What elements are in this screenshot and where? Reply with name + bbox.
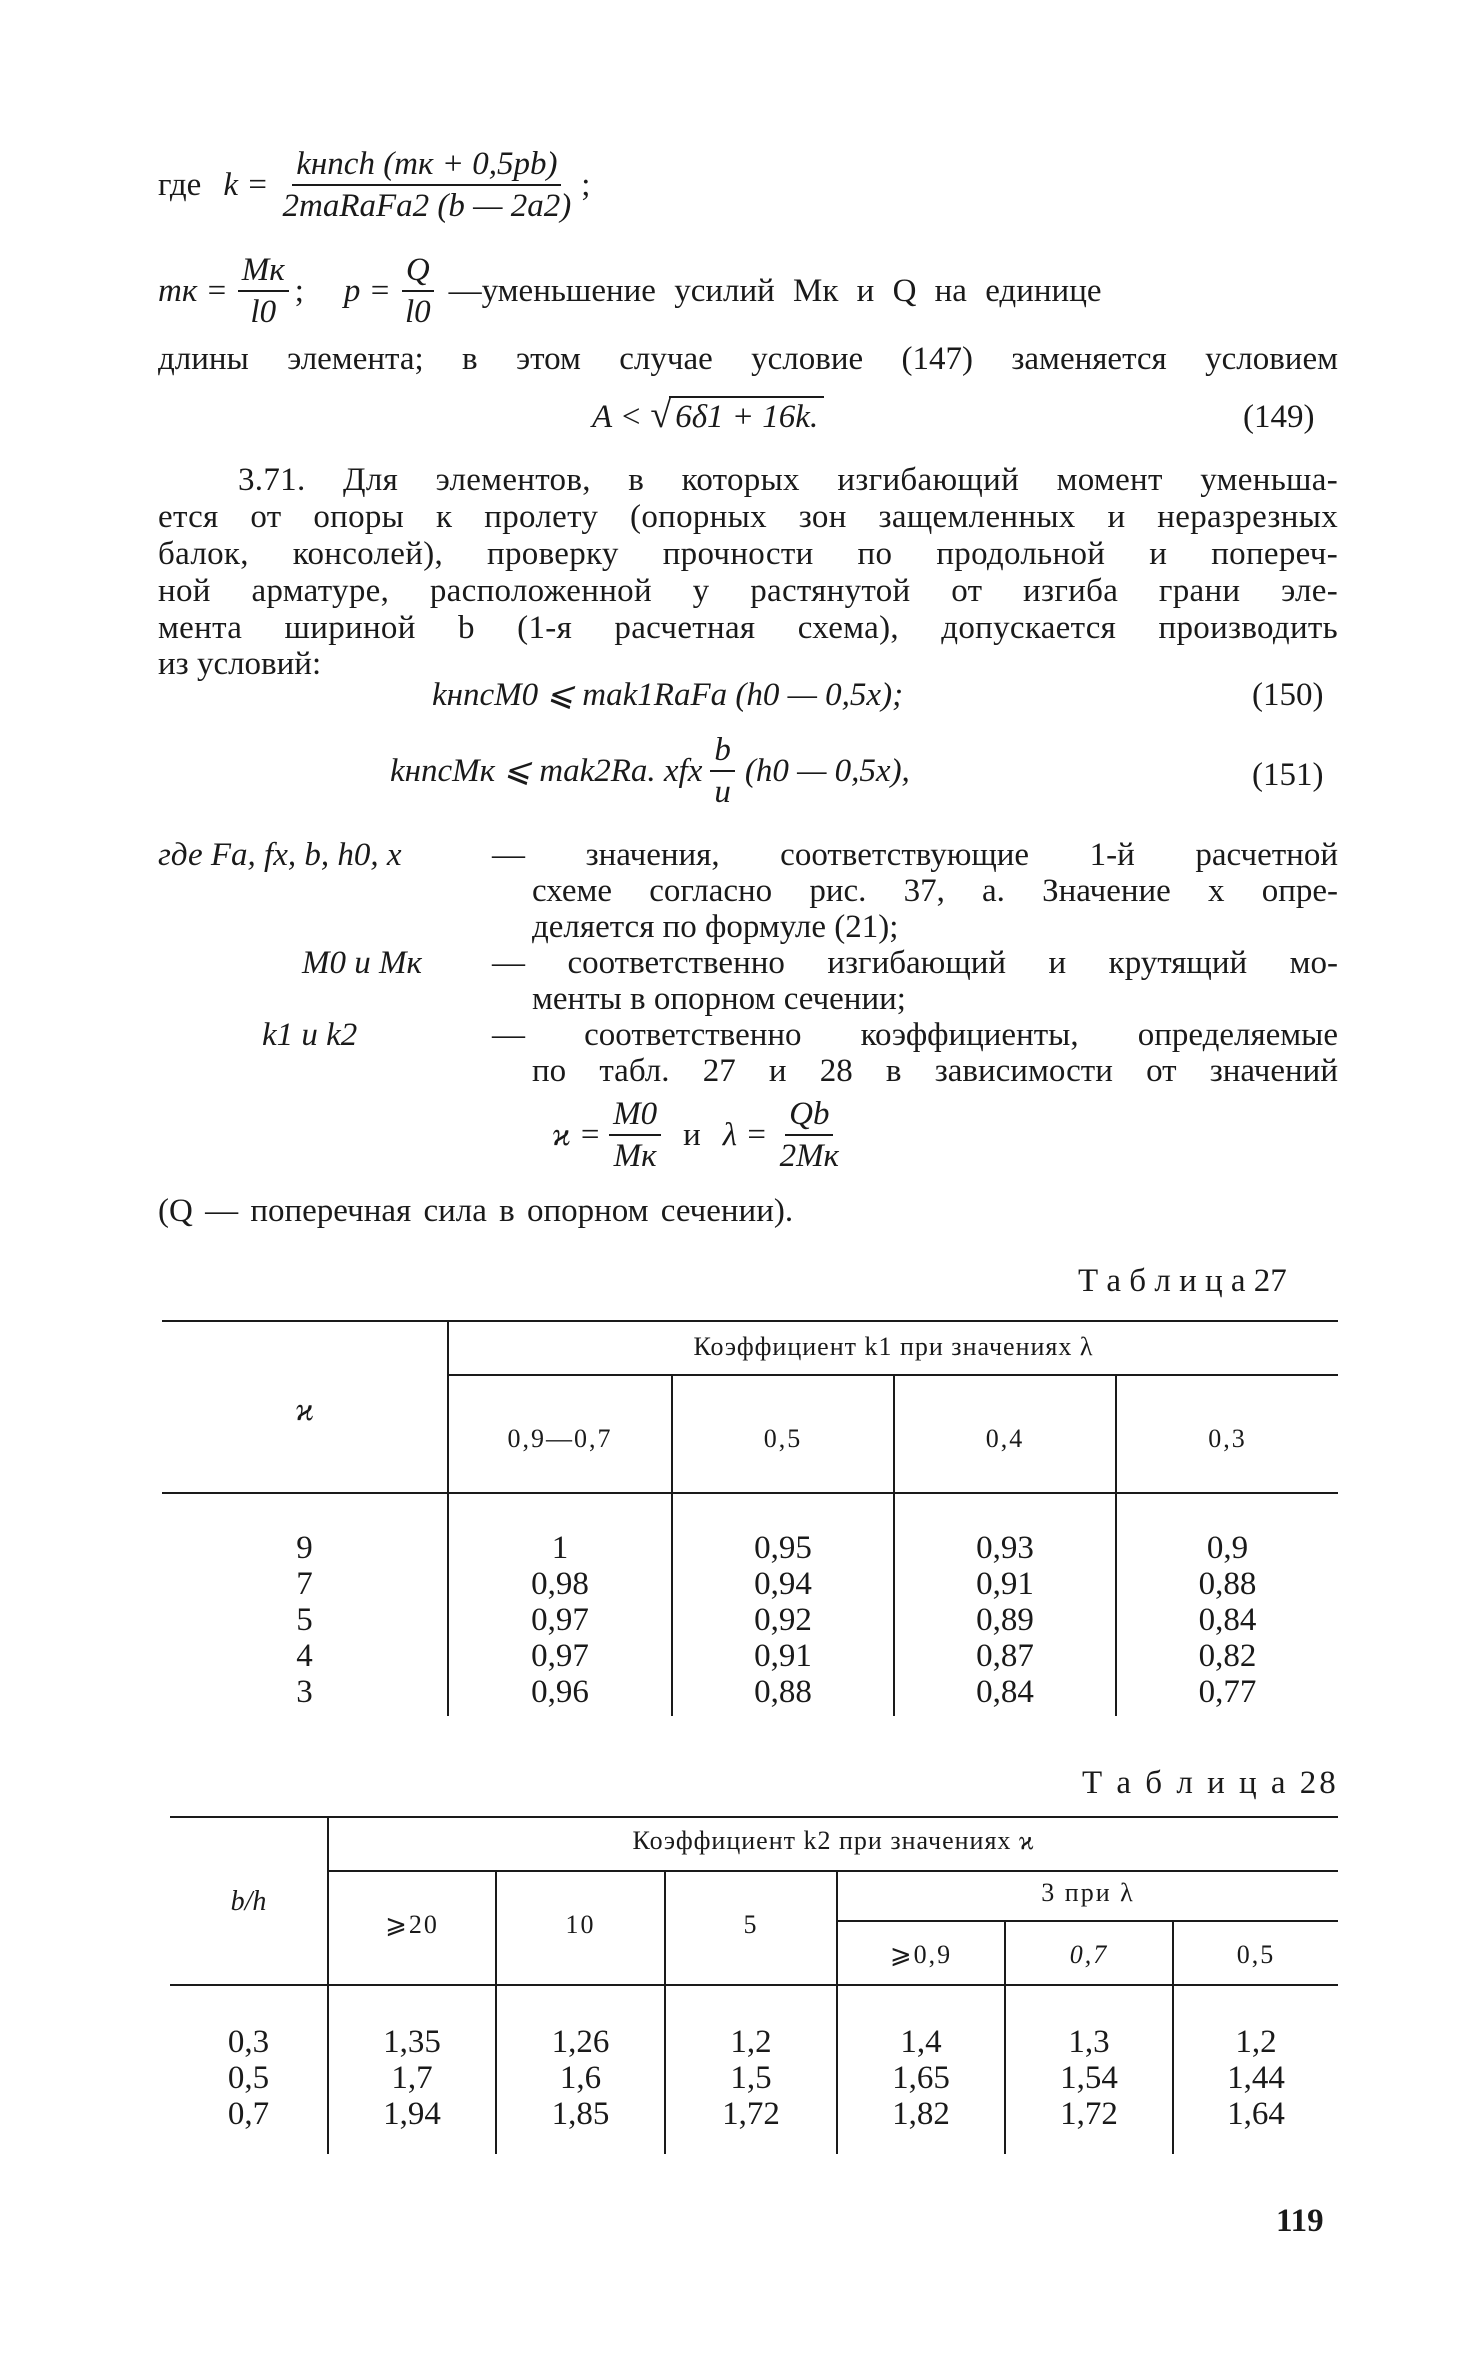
table27-cell: 0,9: [1206, 1530, 1249, 1566]
paragraph-line: ной арматуре, расположенной у растянутой от изгиба грани эле-: [158, 573, 1338, 609]
definition-line: деляется по формуле (21);: [532, 909, 899, 945]
table28-cell: 1,72: [1060, 2096, 1118, 2132]
eq150-expression: kнncM0 ⩽ mak1RaFa (h0 — 0,5x);: [432, 677, 904, 713]
table28-cell: 1,72: [722, 2096, 780, 2132]
definition-line: — соответственно изгибающий и крутящий мо-: [492, 945, 1338, 981]
definition-line: по табл. 27 и 28 в зависимости от значений: [532, 1053, 1338, 1089]
lambda-fraction: [776, 1096, 843, 1174]
eq149-number: (149): [1243, 399, 1315, 435]
table28-body-rule: [170, 1984, 1338, 1986]
definition-line: — соответственно коэффициенты, определяемые: [492, 1017, 1338, 1053]
table28-sub-column-header: 0,5: [1236, 1940, 1276, 1969]
table28-cell: 1,4: [900, 2024, 942, 2060]
table27-cell: 0,94: [754, 1566, 812, 1602]
table27-column-header: 0,4: [985, 1424, 1025, 1453]
table27-group-header: Коэффициент k1 при значениях λ: [693, 1332, 1094, 1361]
eq149-lhs: A <: [592, 399, 643, 435]
q-note: (Q — поперечная сила в опорном сечении).: [158, 1193, 794, 1229]
k-numerator: kнnch (mк + 0,5pb): [292, 146, 561, 186]
table27-caption: Т а б л и ц а 27: [1078, 1263, 1287, 1299]
k-fraction: [279, 146, 576, 224]
formula-mk-p: [158, 252, 1102, 330]
table28-column-header: ⩾20: [385, 1910, 439, 1939]
formula-k: [158, 146, 590, 224]
table28-column-header: 10: [565, 1910, 596, 1939]
table27-cell: 0,97: [531, 1638, 589, 1674]
table28-caption: Т а б л и ц а 28: [1082, 1765, 1339, 1801]
table27-row-key: 9: [296, 1530, 313, 1566]
table28-cell: 1,2: [1235, 2024, 1277, 2060]
kappa-lhs: ϰ =: [552, 1117, 602, 1153]
kappa-lambda-formula: [552, 1096, 843, 1174]
table27-column-header: 0,9—0,7: [507, 1424, 613, 1453]
lambda-numerator: Qb: [785, 1096, 833, 1136]
table27-cell: 0,89: [976, 1602, 1034, 1638]
table28-subheader-rule: [838, 1920, 1338, 1922]
table27-cell: 0,91: [754, 1638, 812, 1674]
sqrt-icon: √: [650, 394, 672, 436]
table28-row-key: 0,3: [227, 2024, 270, 2060]
table28-cell: 1,35: [383, 2024, 441, 2060]
table28-cell: 1,5: [730, 2060, 772, 2096]
table27-row-key: 3: [296, 1674, 313, 1710]
lambda-denominator: 2Mк: [779, 1138, 839, 1174]
table28-cell: 1,7: [391, 2060, 433, 2096]
k-semicolon: ;: [581, 167, 591, 203]
paragraph-line: мента шириной b (1-я расчетная схема), допускается производить: [158, 610, 1338, 646]
table27-cell: 0,98: [531, 1566, 589, 1602]
table28-cell: 1,94: [383, 2096, 441, 2132]
p-fraction: [401, 252, 435, 330]
table28-subgroup-header: 3 при λ: [1041, 1878, 1135, 1907]
p-numerator: Q: [402, 252, 434, 292]
eq151-right: (h0 — 0,5x),: [744, 753, 910, 789]
table28-cell: 1,82: [892, 2096, 950, 2132]
table27-column-header: 0,5: [763, 1424, 803, 1453]
table27-cell: 0,84: [1198, 1602, 1257, 1638]
table28-header-rule: [329, 1870, 1338, 1872]
k-denominator: 2maRaFa2 (b — 2a2): [282, 188, 572, 224]
table27-cell: 0,87: [976, 1638, 1034, 1674]
kappa-numerator: M0: [609, 1096, 661, 1136]
table28-column-header: 5: [743, 1910, 759, 1939]
eq149-expression: [592, 396, 824, 436]
mk-denominator: l0: [250, 294, 277, 330]
table28-row-key: 0,5: [227, 2060, 270, 2096]
kappa-denominator: Mк: [613, 1138, 657, 1174]
table28-cell: 1,44: [1227, 2060, 1285, 2096]
table27-row-key: 5: [296, 1602, 313, 1638]
table27-cell: 0,88: [1198, 1566, 1257, 1602]
table27-cell: 0,92: [754, 1602, 812, 1638]
definition-line: менты в опорном сечении;: [532, 981, 906, 1017]
eq151-number: (151): [1252, 757, 1324, 793]
table28-row-key: 0,7: [227, 2096, 270, 2132]
gde-word: где: [158, 167, 202, 203]
mk-fraction: [238, 252, 289, 330]
table27-cell: 0,82: [1198, 1638, 1257, 1674]
page-number: 119: [1276, 2203, 1324, 2239]
table27-row-header: ϰ: [295, 1392, 314, 1428]
table28-cell: 1,64: [1227, 2096, 1285, 2132]
definition-term: M0 и Mк: [302, 945, 422, 981]
eq151-expression: [390, 732, 910, 810]
eq151-numerator: b: [710, 732, 735, 772]
mk-numerator: Mк: [238, 252, 289, 292]
table27-cell: 0,77: [1198, 1674, 1257, 1710]
table27-body-rule: [162, 1492, 1338, 1494]
table28-cell: 1,85: [551, 2096, 610, 2132]
paragraph-line: 3.71. Для элементов, в которых изгибающий момент уменьша-: [238, 462, 1338, 498]
p-denominator: l0: [404, 294, 431, 330]
definition-line: схеме согласно рис. 37, a. Значение x опре-: [532, 873, 1338, 909]
table27-cell: 0,84: [976, 1674, 1034, 1710]
and-word: и: [683, 1117, 701, 1153]
table27-row-key: 4: [296, 1638, 313, 1674]
eq151-fraction: [710, 732, 735, 810]
mk-semicolon: ;: [294, 273, 304, 309]
table28-cell: 1,26: [551, 2024, 610, 2060]
table28-sub-column-header: ⩾0,9: [889, 1940, 953, 1969]
lambda-lhs: λ =: [722, 1117, 768, 1153]
definition-term: где Fa, fx, b, h0, x: [158, 837, 402, 873]
table27-cell: 0,95: [754, 1530, 812, 1566]
table28-row-header: b/h: [230, 1886, 267, 1917]
paragraph-line: из условий:: [158, 646, 322, 682]
table28-sub-column-header: 0,7: [1069, 1940, 1109, 1969]
kappa-fraction: [609, 1096, 661, 1174]
table27-row-key: 7: [296, 1566, 313, 1602]
table28-top-rule: [170, 1816, 1338, 1818]
table27-cell: 1: [551, 1530, 569, 1566]
table28-cell: 1,54: [1060, 2060, 1118, 2096]
definition-line: — значения, соответствующие 1-й расчетной: [492, 837, 1338, 873]
eq150-number: (150): [1252, 677, 1324, 713]
table27-cell: 0,97: [531, 1602, 589, 1638]
table27-top-rule: [162, 1320, 1338, 1322]
table27-cell: 0,96: [531, 1674, 589, 1710]
table28-group-header: Коэффициент k2 при значениях ϰ: [632, 1826, 1035, 1855]
decrease-text: —уменьшение усилий Mк и Q на единице: [448, 273, 1102, 309]
paragraph-line: балок, консолей), проверку прочности по продольной и попереч-: [158, 536, 1338, 572]
k-lhs: k =: [223, 167, 269, 203]
table27-cell: 0,91: [976, 1566, 1034, 1602]
table28-cell: 1,3: [1068, 2024, 1110, 2060]
table27-cell: 0,88: [754, 1674, 812, 1710]
table28-cell: 1,2: [730, 2024, 772, 2060]
table27-cell: 0,93: [976, 1530, 1034, 1566]
table28-cell: 1,65: [892, 2060, 950, 2096]
eq149-radicand: 6δ1 + 16k.: [669, 396, 824, 436]
length-line: длины элемента; в этом случае условие (147) заменяется условием: [158, 341, 1338, 377]
eq151-left: kнncMк ⩽ mak2Ra. xfx: [390, 753, 703, 789]
table28-cell: 1,6: [559, 2060, 602, 2096]
mk-lhs: mк =: [158, 273, 228, 309]
p-lhs: p =: [343, 273, 391, 309]
table27-column-header: 0,3: [1208, 1424, 1247, 1453]
paragraph-line: ется от опоры к пролету (опорных зон защемленных и неразрезных: [158, 499, 1338, 535]
definition-term: k1 и k2: [262, 1017, 358, 1053]
eq151-denominator: u: [714, 774, 731, 810]
